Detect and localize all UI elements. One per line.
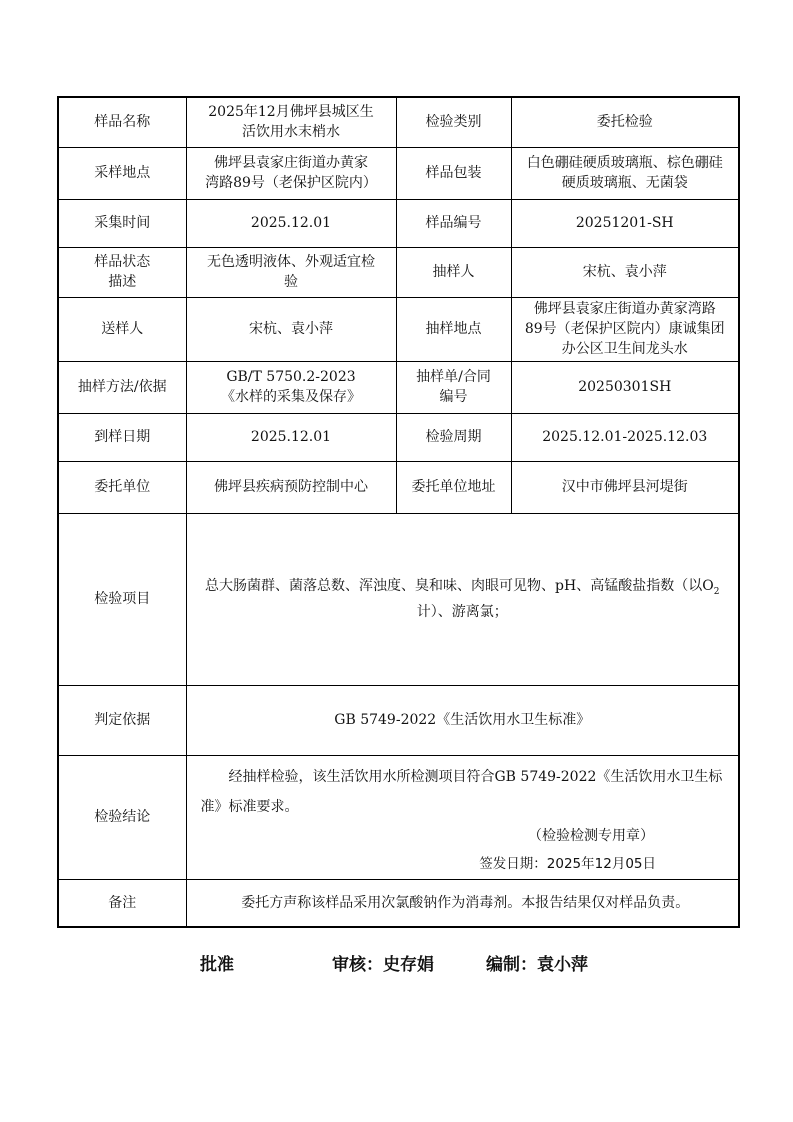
value-delivered-by: [186, 297, 396, 361]
label-test-items: 检验项目: [58, 513, 186, 685]
row-delivered-by: [58, 297, 739, 361]
cell-line: 2025.12.01: [250, 215, 332, 231]
value-test-items: 总大肠菌群、菌落总数、浑浊度、臭和味、肉眼可见物、pH、高锰酸盐指数（以$O_2$计）、游离氯；: [186, 513, 739, 685]
value-contract-number: [511, 361, 739, 413]
value-sample-state: [186, 247, 396, 297]
value-sampling-location: [511, 297, 739, 361]
cell-line: 汉中市佛坪县河堤街: [561, 479, 688, 495]
cell-line: 佛坪县疾病预防控制中心: [214, 479, 368, 495]
cell-line: 宋杭、袁小萍: [582, 264, 667, 280]
cell-line: 宋杭、袁小萍: [249, 321, 333, 337]
label-inspection-period: [396, 413, 511, 461]
cell-line: GB/T 5750.2-2023: [226, 369, 356, 385]
label-collection-time: [58, 199, 186, 247]
cell-line: 采集时间: [94, 215, 151, 231]
cell-line: 白色硼硅硬质玻璃瓶、棕色硼硅: [526, 155, 723, 171]
cell-line: 佛坪县袁家庄街道办黄家: [214, 155, 368, 171]
label-sampling-site: [58, 147, 186, 199]
cell-line: 验: [284, 274, 298, 290]
conclusion-text: 经抽样检验，该生活饮用水所检测项目符合GB 5749-2022《生活饮用水卫生标准》标准要求。: [200, 768, 723, 815]
cell-line: 样品包装: [425, 165, 482, 181]
label-sampler: [396, 247, 511, 297]
value-sample-packaging: [511, 147, 739, 199]
value-sample-name: [186, 97, 396, 147]
cell-line: 检验类别: [425, 114, 482, 131]
cell-line: 无色透明液体、外观适宜检: [207, 254, 375, 270]
value-remarks: 委托方声称该样品采用次氯酸钠作为消毒剂。本报告结果仅对样品负责。: [186, 879, 739, 927]
label-arrival-date: [58, 413, 186, 461]
inspection-report-table: [57, 96, 740, 928]
label-delivered-by: [58, 297, 186, 361]
cell-line: 样品名称: [94, 114, 151, 131]
cell-line: 描述: [108, 274, 137, 290]
row-test-items: [58, 513, 739, 685]
label-sample-number: [396, 199, 511, 247]
approver-label: 批准: [200, 955, 234, 975]
cell-line: 89号（老保护区院内）康诚集团: [524, 321, 725, 337]
value-sampler: [511, 247, 739, 297]
row-sampling-site: [58, 147, 739, 199]
cell-line: 送样人: [101, 321, 144, 337]
cell-line: 2025.12.01-2025.12.03: [542, 429, 708, 445]
cell-line: 抽样单/合同: [416, 369, 491, 385]
value-conclusion: [186, 755, 739, 879]
reviewer-label: 审核：史存娟: [332, 955, 434, 975]
cell-line: 2025年12月佛坪县城区生: [208, 104, 374, 121]
cell-line: 《水样的采集及保存》: [221, 389, 361, 405]
cell-line: 编号: [439, 389, 468, 405]
cell-line: 检验周期: [425, 429, 482, 445]
cell-line: 2025.12.01: [250, 429, 332, 445]
row-collection-time: [58, 199, 739, 247]
row-conclusion: [58, 755, 739, 879]
seal-text: （检验检测专用章）: [528, 827, 654, 844]
cell-line: 抽样人: [432, 264, 475, 280]
value-inspection-type: [511, 97, 739, 147]
label-conclusion: 检验结论: [58, 755, 186, 879]
row-arrival-date: [58, 413, 739, 461]
cell-line: 样品状态: [94, 254, 151, 270]
label-sampling-location: [396, 297, 511, 361]
cell-line: 办公区卫生间龙头水: [561, 341, 688, 357]
row-sample-name: [58, 97, 739, 147]
label-sampling-method: [58, 361, 186, 413]
value-client-address: [511, 461, 739, 513]
label-inspection-type: [396, 97, 511, 147]
cell-line: 20250301SH: [578, 379, 672, 395]
label-sample-packaging: [396, 147, 511, 199]
label-contract-number: [396, 361, 511, 413]
label-judgment-basis: 判定依据: [58, 685, 186, 755]
cell-line: 抽样方法/依据: [77, 379, 167, 395]
cell-line: 湾路89号（老保护区院内）: [205, 175, 377, 191]
value-sampling-site: [186, 147, 396, 199]
value-sampling-method: [186, 361, 396, 413]
cell-line: 佛坪县袁家庄街道办黄家湾路: [533, 301, 716, 317]
cell-line: 到样日期: [94, 429, 151, 445]
value-collection-time: [186, 199, 396, 247]
label-remarks: 备注: [58, 879, 186, 927]
label-client: [58, 461, 186, 513]
row-remarks: [58, 879, 739, 927]
cell-line: 采样地点: [94, 165, 151, 181]
label-client-address: [396, 461, 511, 513]
label-sample-state: [58, 247, 186, 297]
cell-line: 硬质玻璃瓶、无菌袋: [561, 175, 688, 191]
row-client: [58, 461, 739, 513]
cell-line: 样品编号: [425, 215, 482, 231]
cell-line: 委托检验: [596, 114, 653, 131]
row-sampling-method: [58, 361, 739, 413]
value-inspection-period: [511, 413, 739, 461]
label-sample-name: [58, 97, 186, 147]
cell-line: 20251201-SH: [575, 215, 674, 231]
value-judgment-basis: GB 5749-2022《生活饮用水卫生标准》: [186, 685, 739, 755]
value-arrival-date: [186, 413, 396, 461]
cell-line: 委托单位: [94, 479, 151, 495]
row-judgment-basis: [58, 685, 739, 755]
cell-line: 活饮用水末梢水: [242, 124, 340, 141]
value-client: [186, 461, 396, 513]
value-sample-number: [511, 199, 739, 247]
cell-line: 抽样地点: [425, 321, 482, 337]
row-sample-state: [58, 247, 739, 297]
issue-date: 签发日期：2025年12月05日: [479, 855, 656, 872]
compiler-label: 编制：袁小萍: [486, 955, 588, 975]
cell-line: 委托单位地址: [411, 479, 496, 495]
